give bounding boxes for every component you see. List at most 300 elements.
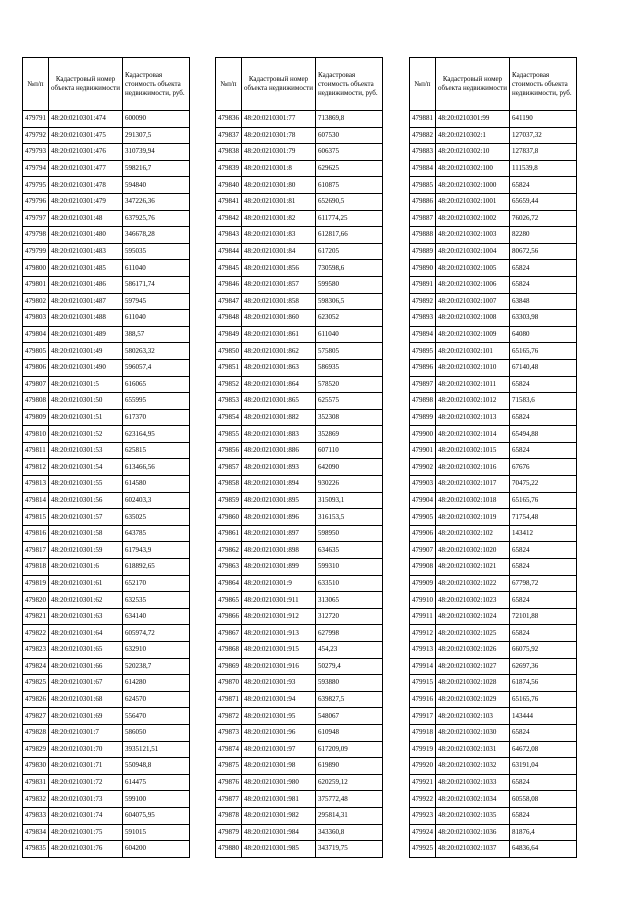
row-number: 479906 xyxy=(410,525,436,542)
cadastral-number: 48:20:0210301:84 xyxy=(242,243,316,260)
table-row xyxy=(23,575,190,592)
table-row xyxy=(410,127,577,144)
cadastral-number: 48:20:0210302:1025 xyxy=(436,625,510,642)
cadastral-value: 65165,76 xyxy=(510,492,577,509)
cadastral-value: 629625 xyxy=(316,160,383,177)
cadastral-value: 606375 xyxy=(316,144,383,161)
row-number: 479841 xyxy=(216,193,242,210)
cadastral-number: 48:20:0210301:895 xyxy=(242,492,316,509)
row-number: 479848 xyxy=(216,310,242,327)
cadastral-value: 65165,76 xyxy=(510,691,577,708)
row-number: 479890 xyxy=(410,260,436,277)
cadastral-value: 454,23 xyxy=(316,642,383,659)
cadastral-value: 652690,5 xyxy=(316,193,383,210)
cadastral-number: 48:20:0210301:476 xyxy=(49,144,123,161)
cadastral-value: 604200 xyxy=(123,841,190,858)
cadastral-value: 616065 xyxy=(123,376,190,393)
cadastral-number: 48:20:0210301:856 xyxy=(242,260,316,277)
cadastral-value: 610948 xyxy=(316,724,383,741)
cadastral-number: 48:20:0210302:1033 xyxy=(436,774,510,791)
cadastral-number: 48:20:0210302:1001 xyxy=(436,193,510,210)
cadastral-number: 48:20:0210301:83 xyxy=(242,227,316,244)
cadastral-value: 635025 xyxy=(123,509,190,526)
row-number: 479809 xyxy=(23,409,49,426)
table-row xyxy=(216,409,383,426)
cadastral-number: 48:20:0210302:1012 xyxy=(436,393,510,410)
row-number: 479863 xyxy=(216,559,242,576)
row-number: 479879 xyxy=(216,824,242,841)
cadastral-value: 65824 xyxy=(510,774,577,791)
cadastral-value: 624570 xyxy=(123,691,190,708)
cadastral-value: 65824 xyxy=(510,177,577,194)
cadastral-number: 48:20:0210301:858 xyxy=(242,293,316,310)
cadastral-number: 48:20:0210301:73 xyxy=(49,791,123,808)
cadastral-value: 65824 xyxy=(510,724,577,741)
row-number: 479897 xyxy=(410,376,436,393)
cadastral-value: 313065 xyxy=(316,592,383,609)
cadastral-number: 48:20:0210301:49 xyxy=(49,343,123,360)
cadastral-number: 48:20:0210301:98 xyxy=(242,758,316,775)
table-row xyxy=(410,509,577,526)
row-number: 479821 xyxy=(23,608,49,625)
table-row xyxy=(216,758,383,775)
cadastral-number: 48:20:0210302:1029 xyxy=(436,691,510,708)
cadastral-number: 48:20:0210301:980 xyxy=(242,774,316,791)
cadastral-number: 48:20:0210302:100 xyxy=(436,160,510,177)
header-cadastral-value: Кадастровая стоимость объекта недвижимости, руб. xyxy=(510,58,577,111)
table-row xyxy=(23,127,190,144)
table-row xyxy=(410,343,577,360)
table-row xyxy=(23,376,190,393)
cadastral-value: 617370 xyxy=(123,409,190,426)
header-number: №п/п xyxy=(410,58,436,111)
cadastral-value: 67798,72 xyxy=(510,575,577,592)
table-row xyxy=(410,575,577,592)
cadastral-value: 50279,4 xyxy=(316,658,383,675)
row-number: 479876 xyxy=(216,774,242,791)
row-number: 479907 xyxy=(410,542,436,559)
table-row xyxy=(23,426,190,443)
cadastral-number: 48:20:0210302:1024 xyxy=(436,608,510,625)
cadastral-number: 48:20:0210302:1003 xyxy=(436,227,510,244)
cadastral-table-1 xyxy=(22,57,190,858)
row-number: 479872 xyxy=(216,708,242,725)
table-row xyxy=(216,774,383,791)
row-number: 479905 xyxy=(410,509,436,526)
table-row xyxy=(410,708,577,725)
row-number: 479815 xyxy=(23,509,49,526)
row-number: 479799 xyxy=(23,243,49,260)
cadastral-number: 48:20:0210302:1016 xyxy=(436,459,510,476)
table-row xyxy=(216,276,383,293)
cadastral-number: 48:20:0210301:94 xyxy=(242,691,316,708)
cadastral-number: 48:20:0210301:857 xyxy=(242,276,316,293)
row-number: 479829 xyxy=(23,741,49,758)
table-row xyxy=(410,442,577,459)
cadastral-number: 48:20:0210301:99 xyxy=(436,111,510,128)
table-row xyxy=(23,260,190,277)
cadastral-number: 48:20:0210301:899 xyxy=(242,559,316,576)
cadastral-number: 48:20:0210302:1035 xyxy=(436,807,510,824)
row-number: 479866 xyxy=(216,608,242,625)
cadastral-value: 71583,6 xyxy=(510,393,577,410)
row-number: 479845 xyxy=(216,260,242,277)
row-number: 479898 xyxy=(410,393,436,410)
cadastral-value: 612817,66 xyxy=(316,227,383,244)
table-row xyxy=(216,691,383,708)
cadastral-value: 65824 xyxy=(510,260,577,277)
table-row xyxy=(23,791,190,808)
row-number: 479913 xyxy=(410,642,436,659)
table-row xyxy=(23,675,190,692)
cadastral-value: 64672,08 xyxy=(510,741,577,758)
table-row xyxy=(216,393,383,410)
cadastral-number: 48:20:0210301:76 xyxy=(49,841,123,858)
cadastral-value: 634140 xyxy=(123,608,190,625)
table-row xyxy=(410,293,577,310)
cadastral-value: 67140,48 xyxy=(510,359,577,376)
table-row xyxy=(216,426,383,443)
cadastral-value: 65659,44 xyxy=(510,193,577,210)
row-number: 479912 xyxy=(410,625,436,642)
row-number: 479868 xyxy=(216,642,242,659)
cadastral-value: 627998 xyxy=(316,625,383,642)
cadastral-value: 619890 xyxy=(316,758,383,775)
row-number: 479813 xyxy=(23,476,49,493)
row-number: 479894 xyxy=(410,326,436,343)
cadastral-number: 48:20:0210301:97 xyxy=(242,741,316,758)
cadastral-value: 556470 xyxy=(123,708,190,725)
cadastral-number: 48:20:0210301:82 xyxy=(242,210,316,227)
cadastral-number: 48:20:0210302:102 xyxy=(436,525,510,542)
cadastral-number: 48:20:0210301:54 xyxy=(49,459,123,476)
row-number: 479899 xyxy=(410,409,436,426)
cadastral-number: 48:20:0210301:66 xyxy=(49,658,123,675)
row-number: 479839 xyxy=(216,160,242,177)
table-row xyxy=(23,774,190,791)
table-row xyxy=(23,210,190,227)
cadastral-value: 594840 xyxy=(123,177,190,194)
cadastral-value: 65494,88 xyxy=(510,426,577,443)
row-number: 479844 xyxy=(216,243,242,260)
cadastral-number: 48:20:0210301:480 xyxy=(49,227,123,244)
cadastral-number: 48:20:0210302:1002 xyxy=(436,210,510,227)
row-number: 479869 xyxy=(216,658,242,675)
table-row xyxy=(216,243,383,260)
cadastral-number: 48:20:0210301:51 xyxy=(49,409,123,426)
cadastral-value: 600090 xyxy=(123,111,190,128)
table-row xyxy=(410,741,577,758)
cadastral-value: 642090 xyxy=(316,459,383,476)
table-row xyxy=(410,359,577,376)
row-number: 479806 xyxy=(23,359,49,376)
table-row xyxy=(23,625,190,642)
cadastral-number: 48:20:0210301:67 xyxy=(49,675,123,692)
cadastral-value: 65824 xyxy=(510,625,577,642)
cadastral-value: 347226,36 xyxy=(123,193,190,210)
cadastral-number: 48:20:0210301:61 xyxy=(49,575,123,592)
table-row xyxy=(216,343,383,360)
table-row xyxy=(410,210,577,227)
cadastral-value: 599310 xyxy=(316,559,383,576)
table-row xyxy=(410,227,577,244)
cadastral-value: 65824 xyxy=(510,542,577,559)
row-number: 479850 xyxy=(216,343,242,360)
table-row xyxy=(23,177,190,194)
table-row xyxy=(410,276,577,293)
cadastral-number: 48:20:0210302:1036 xyxy=(436,824,510,841)
cadastral-value: 63303,98 xyxy=(510,310,577,327)
cadastral-number: 48:20:0210301:80 xyxy=(242,177,316,194)
table-row xyxy=(216,111,383,128)
row-number: 479847 xyxy=(216,293,242,310)
table-row xyxy=(410,841,577,858)
row-number: 479837 xyxy=(216,127,242,144)
cadastral-value: 65824 xyxy=(510,442,577,459)
row-number: 479856 xyxy=(216,442,242,459)
cadastral-value: 605974,72 xyxy=(123,625,190,642)
row-number: 479824 xyxy=(23,658,49,675)
cadastral-value: 520238,7 xyxy=(123,658,190,675)
row-number: 479853 xyxy=(216,393,242,410)
table-row xyxy=(23,708,190,725)
row-number: 479857 xyxy=(216,459,242,476)
table-row xyxy=(23,509,190,526)
cadastral-value: 316153,5 xyxy=(316,509,383,526)
table-row xyxy=(410,525,577,542)
cadastral-number: 48:20:0210301:70 xyxy=(49,741,123,758)
table-row xyxy=(23,193,190,210)
table-row xyxy=(216,642,383,659)
cadastral-value: 548067 xyxy=(316,708,383,725)
row-number: 479886 xyxy=(410,193,436,210)
cadastral-value: 60558,08 xyxy=(510,791,577,808)
row-number: 479880 xyxy=(216,841,242,858)
row-number: 479793 xyxy=(23,144,49,161)
cadastral-number: 48:20:0210301:79 xyxy=(242,144,316,161)
cadastral-number: 48:20:0210301:77 xyxy=(242,111,316,128)
table-row xyxy=(410,625,577,642)
cadastral-number: 48:20:0210301:893 xyxy=(242,459,316,476)
table-row xyxy=(216,310,383,327)
cadastral-value: 618892,65 xyxy=(123,559,190,576)
cadastral-value: 652170 xyxy=(123,575,190,592)
table-row xyxy=(216,791,383,808)
cadastral-value: 127837,8 xyxy=(510,144,577,161)
row-number: 479858 xyxy=(216,476,242,493)
header-number: №п/п xyxy=(216,58,242,111)
table-row xyxy=(216,177,383,194)
row-number: 479851 xyxy=(216,359,242,376)
cadastral-value: 625575 xyxy=(316,393,383,410)
cadastral-number: 48:20:0210301:75 xyxy=(49,824,123,841)
cadastral-value: 64080 xyxy=(510,326,577,343)
table-row xyxy=(216,459,383,476)
row-number: 479862 xyxy=(216,542,242,559)
cadastral-table-2 xyxy=(215,57,383,858)
table-row xyxy=(216,144,383,161)
row-number: 479854 xyxy=(216,409,242,426)
cadastral-value: 310739,94 xyxy=(123,144,190,161)
cadastral-number: 48:20:0210301:57 xyxy=(49,509,123,526)
cadastral-value: 81876,4 xyxy=(510,824,577,841)
cadastral-value: 632910 xyxy=(123,642,190,659)
row-number: 479822 xyxy=(23,625,49,642)
row-number: 479838 xyxy=(216,144,242,161)
row-number: 479840 xyxy=(216,177,242,194)
cadastral-value: 65824 xyxy=(510,559,577,576)
cadastral-number: 48:20:0210301:486 xyxy=(49,276,123,293)
cadastral-value: 352308 xyxy=(316,409,383,426)
table-row xyxy=(23,841,190,858)
table-row xyxy=(216,625,383,642)
table-row xyxy=(216,724,383,741)
cadastral-value: 586935 xyxy=(316,359,383,376)
cadastral-number: 48:20:0210302:101 xyxy=(436,343,510,360)
header-cadastral-number: Кадастровый номер объекта недвижимости xyxy=(49,58,123,111)
cadastral-value: 80672,56 xyxy=(510,243,577,260)
table-row xyxy=(410,260,577,277)
cadastral-value: 602403,3 xyxy=(123,492,190,509)
row-number: 479887 xyxy=(410,210,436,227)
row-number: 479883 xyxy=(410,144,436,161)
header-cadastral-number: Кадастровый номер объекта недвижимости xyxy=(242,58,316,111)
cadastral-value: 63848 xyxy=(510,293,577,310)
row-number: 479794 xyxy=(23,160,49,177)
cadastral-number: 48:20:0210301:72 xyxy=(49,774,123,791)
table-row xyxy=(23,525,190,542)
cadastral-number: 48:20:0210301:7 xyxy=(49,724,123,741)
cadastral-value: 597945 xyxy=(123,293,190,310)
cadastral-value: 65824 xyxy=(510,592,577,609)
table-row xyxy=(410,476,577,493)
cadastral-number: 48:20:0210301:93 xyxy=(242,675,316,692)
cadastral-value: 613466,56 xyxy=(123,459,190,476)
cadastral-value: 617943,9 xyxy=(123,542,190,559)
table-row xyxy=(23,393,190,410)
table-row xyxy=(23,442,190,459)
row-number: 479904 xyxy=(410,492,436,509)
row-number: 479914 xyxy=(410,658,436,675)
cadastral-number: 48:20:0210302:1037 xyxy=(436,841,510,858)
table-row xyxy=(410,559,577,576)
cadastral-value: 72101,88 xyxy=(510,608,577,625)
cadastral-number: 48:20:0210301:488 xyxy=(49,310,123,327)
row-number: 479807 xyxy=(23,376,49,393)
row-number: 479917 xyxy=(410,708,436,725)
table-row xyxy=(410,243,577,260)
cadastral-number: 48:20:0210301:915 xyxy=(242,642,316,659)
row-number: 479816 xyxy=(23,525,49,542)
cadastral-number: 48:20:0210301:59 xyxy=(49,542,123,559)
row-number: 479878 xyxy=(216,807,242,824)
cadastral-value: 65824 xyxy=(510,376,577,393)
cadastral-number: 48:20:0210301:984 xyxy=(242,824,316,841)
row-number: 479833 xyxy=(23,807,49,824)
row-number: 479900 xyxy=(410,426,436,443)
table-row xyxy=(410,807,577,824)
cadastral-value: 65165,76 xyxy=(510,343,577,360)
cadastral-value: 593880 xyxy=(316,675,383,692)
cadastral-value: 71754,48 xyxy=(510,509,577,526)
table-row xyxy=(216,542,383,559)
cadastral-value: 586171,74 xyxy=(123,276,190,293)
cadastral-value: 623164,95 xyxy=(123,426,190,443)
cadastral-number: 48:20:0210301:62 xyxy=(49,592,123,609)
cadastral-number: 48:20:0210301:64 xyxy=(49,625,123,642)
cadastral-number: 48:20:0210301:898 xyxy=(242,542,316,559)
row-number: 479918 xyxy=(410,724,436,741)
cadastral-number: 48:20:0210302:1032 xyxy=(436,758,510,775)
table-row xyxy=(216,675,383,692)
cadastral-value: 82280 xyxy=(510,227,577,244)
row-number: 479804 xyxy=(23,326,49,343)
cadastral-number: 48:20:0210301:982 xyxy=(242,807,316,824)
cadastral-number: 48:20:0210302:1008 xyxy=(436,310,510,327)
cadastral-number: 48:20:0210301:864 xyxy=(242,376,316,393)
cadastral-number: 48:20:0210302:1007 xyxy=(436,293,510,310)
cadastral-value: 127037,32 xyxy=(510,127,577,144)
row-number: 479810 xyxy=(23,426,49,443)
table-row xyxy=(23,642,190,659)
cadastral-value: 70475,22 xyxy=(510,476,577,493)
cadastral-value: 595035 xyxy=(123,243,190,260)
table-row xyxy=(410,111,577,128)
table-row xyxy=(216,442,383,459)
cadastral-number: 48:20:0210302:1026 xyxy=(436,642,510,659)
header-cadastral-value: Кадастровая стоимость объекта недвижимости, руб. xyxy=(316,58,383,111)
row-number: 479892 xyxy=(410,293,436,310)
row-number: 479920 xyxy=(410,758,436,775)
table-row xyxy=(410,144,577,161)
cadastral-value: 610875 xyxy=(316,177,383,194)
row-number: 479812 xyxy=(23,459,49,476)
cadastral-number: 48:20:0210301:96 xyxy=(242,724,316,741)
table-row xyxy=(410,376,577,393)
cadastral-number: 48:20:0210301:56 xyxy=(49,492,123,509)
cadastral-value: 614475 xyxy=(123,774,190,791)
row-number: 479846 xyxy=(216,276,242,293)
cadastral-number: 48:20:0210301:477 xyxy=(49,160,123,177)
row-number: 479818 xyxy=(23,559,49,576)
cadastral-number: 48:20:0210301:475 xyxy=(49,127,123,144)
cadastral-number: 48:20:0210301:894 xyxy=(242,476,316,493)
table-row xyxy=(410,774,577,791)
cadastral-number: 48:20:0210302:1006 xyxy=(436,276,510,293)
cadastral-number: 48:20:0210301:483 xyxy=(49,243,123,260)
cadastral-number: 48:20:0210302:1030 xyxy=(436,724,510,741)
cadastral-number: 48:20:0210301:490 xyxy=(49,359,123,376)
table-row xyxy=(216,193,383,210)
row-number: 479867 xyxy=(216,625,242,642)
cadastral-number: 48:20:0210301:896 xyxy=(242,509,316,526)
table-row xyxy=(216,741,383,758)
table-row xyxy=(410,310,577,327)
row-number: 479796 xyxy=(23,193,49,210)
cadastral-value: 111539,8 xyxy=(510,160,577,177)
cadastral-value: 607110 xyxy=(316,442,383,459)
table-row xyxy=(23,807,190,824)
table-row xyxy=(216,376,383,393)
row-number: 479889 xyxy=(410,243,436,260)
cadastral-value: 591015 xyxy=(123,824,190,841)
cadastral-value: 315093,1 xyxy=(316,492,383,509)
cadastral-number: 48:20:0210301:65 xyxy=(49,642,123,659)
table-row xyxy=(410,409,577,426)
row-number: 479873 xyxy=(216,724,242,741)
header-cadastral-value: Кадастровая стоимость объекта недвижимости, руб. xyxy=(123,58,190,111)
row-number: 479805 xyxy=(23,343,49,360)
